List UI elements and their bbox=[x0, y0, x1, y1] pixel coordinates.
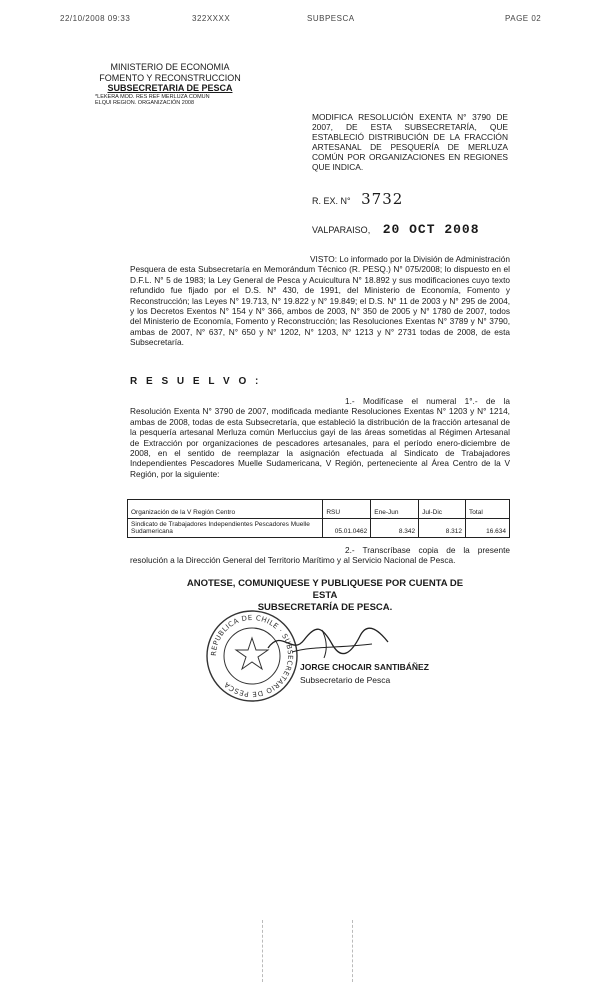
place-label: VALPARAISO, bbox=[312, 225, 371, 235]
table-header: Jul-Dic bbox=[419, 500, 466, 519]
scan-artifact-line bbox=[352, 920, 353, 982]
allocation-table bbox=[127, 499, 510, 538]
ministry-line2: FOMENTO Y RECONSTRUCCION bbox=[99, 72, 241, 83]
fax-datetime: 22/10/2008 09:33 bbox=[60, 14, 131, 23]
ministry-ref1: *LEKERA MOD. RES REF MERLUZA COMUN bbox=[95, 93, 210, 100]
resolution-paragraph-1: 1.- Modifícase el numeral 1°.- de la Resolución Exenta N° 3790 de 2007, modificada mediante Resoluciones Exentas N° 1203 y N° 1214, ambas de 2008, todas de esta Subsecretaría, que estableció la distribución de la fracción artesanal de la pesquería artesanal Merluza común Merluccius gayi de las áreas sometidas al Régimen Artesanal de Extracción por organizaciones de pescadores artesanales, para el período enero-diciembre de 2008, en el sentido de reemplazar la asignación efectuada al Sindicato de Trabajadores Independientes Pescadores Muelle Sudamericana, V Región, perteneciente al Área Centro de la V Región, por la siguiente: bbox=[130, 396, 510, 479]
table-header: Ene-Jun bbox=[371, 500, 419, 519]
scan-artifact-line bbox=[262, 920, 263, 982]
subsecretaria-title: SUBSECRETARIA DE PESCA bbox=[107, 83, 233, 93]
fax-number: 322XXXX bbox=[192, 14, 231, 23]
closing-line1: ANOTESE, COMUNIQUESE Y PUBLIQUESE POR CUENTA DE ESTA bbox=[186, 578, 464, 601]
table-header: Organización de la V Región Centro bbox=[128, 500, 323, 519]
ministry-ref2: ELQUI REGION. ORGANIZACIÓN 2008 bbox=[95, 100, 195, 106]
table-cell-organization: Sindicato de Trabajadores Independientes Pescadores Muelle Sudamericana bbox=[128, 519, 323, 538]
resolution-summary: MODIFICA RESOLUCIÓN EXENTA N° 3790 DE 2007, DE ESTA SUBSECRETARÍA, QUE ESTABLECIÓ DISTRIBUCIÓN DE LA FRACCIÓN ARTESANAL DE PESQUERÍA DE MERLUZA COMÚN POR ORGANIZACIONES EN REGIONES QUE INDICA. bbox=[312, 112, 508, 172]
table-cell-jul-dic: 8.312 bbox=[419, 519, 466, 538]
visto-paragraph: VISTO: Lo informado por la División de Administración Pesquera de esta Subsecretaría en Memorándum Técnico (R. PESQ.) N° 075/2008; lo dispuesto en el D.F.L. N° 5 de 1983; la Ley General de Pesca y Acuicultura N° 18.892 y sus modificaciones cuyo texto refundido fue fijado por el D.S. N° 430, de 1991, del Ministerio de Economía, Fomento y Reconstrucción; las Leyes N° 19.713, N° 19.822 y N° 19.849; el D.S. N° 11 de 2003 y N° 295 de 2004, y los Decretos Exentos N° 154 y N° 366, ambos de 2003, N° 350 de 2005 y N° 1780 de 2007, todos del Ministerio de Economía, Fomento y Reconstrucción; las Resoluciones Exentas N° 3789 y N° 3790, ambas de 2007, N° 637, N° 650 y N° 1202, N° 1203, N° 1213 y N° 2731 todas de 2008, de esta Subsecretaría. bbox=[130, 254, 510, 348]
table-row bbox=[128, 519, 510, 538]
fax-office: SUBPESCA bbox=[307, 14, 355, 23]
ministry-header bbox=[95, 62, 245, 107]
table-header: RSU bbox=[323, 500, 371, 519]
table-cell-total: 16.634 bbox=[466, 519, 510, 538]
seal-text: REPUBLICA DE CHILE · SUBSECRETARIO DE PESCA bbox=[209, 613, 295, 699]
signer-name: JORGE CHOCAIR SANTIBÁÑEZ bbox=[300, 662, 429, 672]
table-cell-ene-jun: 8.342 bbox=[371, 519, 419, 538]
table-header: Total bbox=[466, 500, 510, 519]
resuelvo-heading: R E S U E L V O : bbox=[130, 376, 262, 387]
table-cell-rsu: 05.01.0462 bbox=[323, 519, 371, 538]
rex-number: 3732 bbox=[361, 190, 404, 208]
handwritten-signature bbox=[262, 618, 392, 662]
ministry-line1: MINISTERIO DE ECONOMIA bbox=[110, 62, 230, 72]
table-header-row bbox=[128, 500, 510, 519]
resolution-paragraph-2: 2.- Transcríbase copia de la presente resolución a la Dirección General del Territorio Marítimo y al Servicio Nacional de Pesca. bbox=[130, 545, 510, 566]
closing-line2: SUBSECRETARÍA DE PESCA. bbox=[257, 602, 393, 613]
date-stamp: 20 OCT 2008 bbox=[382, 222, 480, 237]
date-line bbox=[312, 222, 480, 237]
signer-role: Subsecretario de Pesca bbox=[300, 675, 391, 685]
rex-label: R. EX. N° bbox=[312, 196, 351, 206]
fax-page: PAGE 02 bbox=[505, 14, 542, 23]
rex-line bbox=[312, 190, 403, 208]
